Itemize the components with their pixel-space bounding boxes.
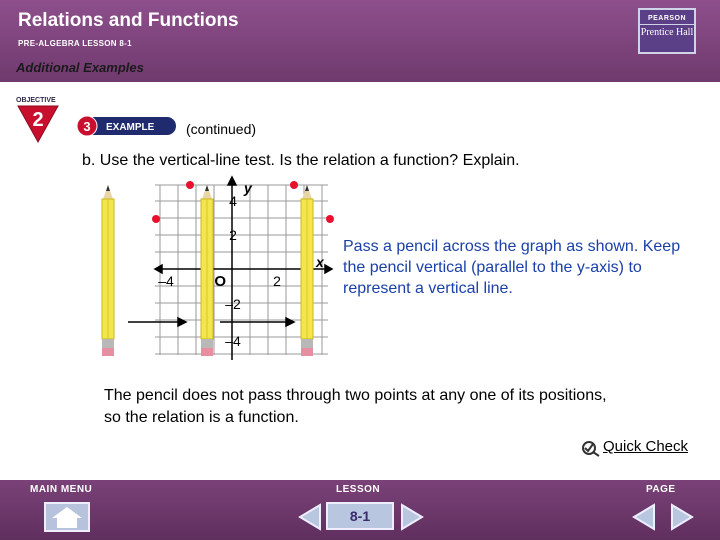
relation-point: [186, 181, 194, 189]
example-label: EXAMPLE: [106, 122, 155, 133]
page-title: Relations and Functions: [18, 10, 239, 31]
pencil-icon: [301, 185, 313, 356]
quick-check-link[interactable]: [581, 437, 711, 459]
publisher-imprint: Prentice Hall: [640, 27, 694, 38]
lesson-label: LESSON: [336, 484, 381, 495]
y-axis-label: y: [244, 180, 252, 196]
objective-label: OBJECTIVE: [16, 97, 56, 104]
example-badge: [76, 115, 178, 137]
next-page-button[interactable]: [668, 502, 696, 532]
x-axis-label: x: [316, 254, 324, 270]
origin-label: O: [214, 273, 226, 290]
relation-point: [290, 181, 298, 189]
publisher-logo: [638, 8, 696, 54]
next-arrow-icon: [672, 505, 692, 529]
lesson-subtitle: PRE-ALGEBRA LESSON 8-1: [18, 39, 132, 48]
section-heading: Additional Examples: [16, 60, 144, 75]
lesson-number-button[interactable]: 8-1: [326, 502, 394, 530]
quick-check-icon: [581, 439, 601, 457]
objective-number: 2: [32, 109, 44, 131]
x-axis-arrow-right: [325, 265, 332, 273]
page-label: PAGE: [646, 484, 676, 495]
y-tick-label-2: 2: [229, 227, 237, 243]
instruction-text: Pass a pencil across the graph as shown. Keep the pencil vertical (parallel to the y-axis) to represent a vertical line.: [343, 238, 681, 297]
home-icon: [46, 504, 88, 530]
main-menu-button[interactable]: [44, 502, 90, 532]
prev-arrow-icon: [634, 505, 654, 529]
prev-page-button[interactable]: [630, 502, 658, 532]
y-tick-label-neg4: –4: [225, 333, 241, 349]
x-tick-label-neg4: –4: [158, 273, 174, 289]
relation-point: [152, 215, 160, 223]
quick-check-label: Quick Check: [603, 438, 689, 455]
relation-point: [326, 215, 334, 223]
vertical-line-test-graph: [0, 175, 340, 365]
answer-text: The pencil does not pass through two points at any one of its positions, so the relation is a function.: [104, 387, 607, 426]
y-axis-arrow: [228, 177, 236, 185]
continued-text: (continued): [186, 121, 257, 137]
y-tick-label-neg2: –2: [225, 296, 241, 312]
footer-nav: [0, 480, 720, 540]
next-lesson-button[interactable]: [398, 502, 426, 532]
y-tick-label-4: 4: [229, 193, 237, 209]
next-arrow-icon: [402, 505, 422, 529]
objective-badge-icon: [14, 94, 62, 144]
main-menu-label: MAIN MENU: [30, 484, 93, 495]
x-axis-arrow-left: [155, 265, 162, 273]
question-text: b. Use the vertical-line test. Is the relation a function? Explain.: [82, 152, 520, 169]
example-number: 3: [83, 119, 91, 134]
prev-lesson-button[interactable]: [296, 502, 324, 532]
prev-arrow-icon: [300, 505, 320, 529]
x-tick-label-2: 2: [273, 273, 281, 289]
pencil-icon: [102, 185, 114, 356]
pencil-icon: [201, 185, 213, 356]
header-banner: [0, 0, 720, 82]
publisher-name: PEARSON: [640, 13, 694, 25]
